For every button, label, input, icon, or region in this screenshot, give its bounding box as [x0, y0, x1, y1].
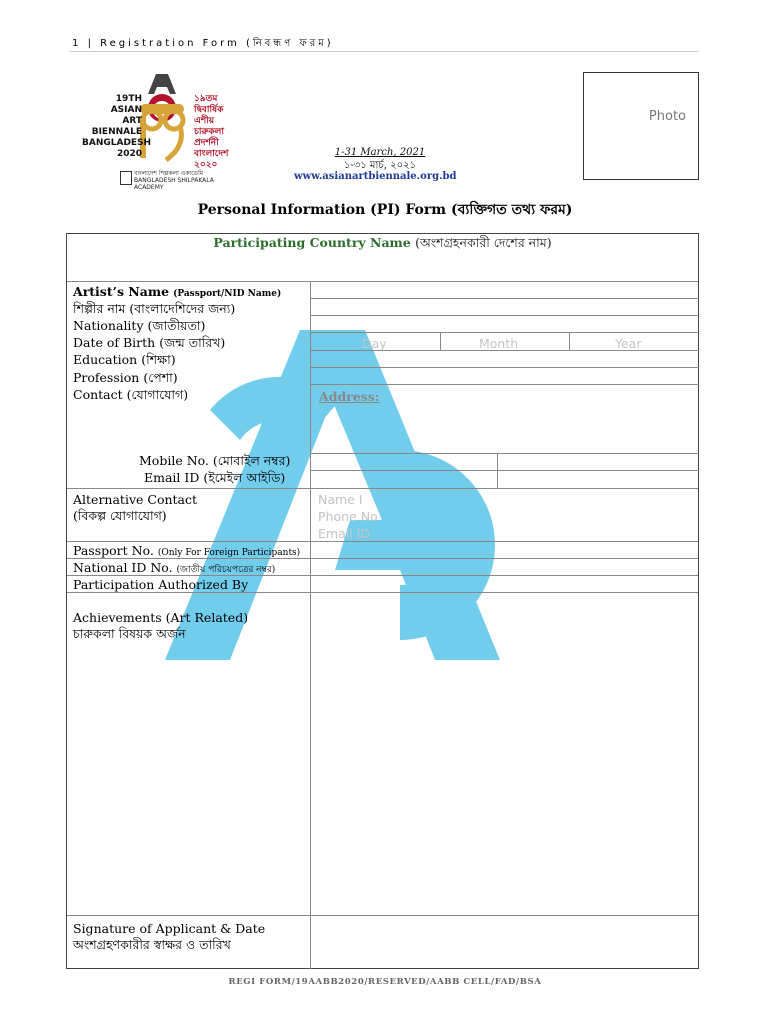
- rule: [67, 541, 698, 542]
- form-title: Personal Information (PI) Form (ব্যক্তিগত তথ্য ফরম): [197, 202, 573, 218]
- dob-day-field[interactable]: Day: [362, 336, 387, 351]
- rule: [310, 298, 699, 299]
- rule: [310, 470, 699, 471]
- page-number: 1: [72, 38, 82, 49]
- rule: [67, 488, 698, 489]
- rule: [67, 592, 698, 593]
- achievements-bn-label: চারুকলা বিষয়ক অর্জন: [73, 626, 186, 641]
- signature-label: Signature of Applicant & Date: [73, 921, 266, 936]
- profession-label: Profession (পেশা): [73, 370, 178, 385]
- alt-email-field[interactable]: Email ID: [318, 526, 370, 541]
- rule: [310, 315, 699, 316]
- nationality-label: Nationality (জাতীয়তা): [73, 318, 206, 333]
- header-rule: [70, 51, 698, 52]
- artist-name-note: (Passport/NID Name): [173, 289, 282, 299]
- header-title: Registration Form (নিবন্ধণ ফরম): [100, 38, 334, 49]
- form-footer-code: REGI FORM/19AABB2020/RESERVED/AABB CELL/FAD/BSA: [228, 977, 542, 987]
- alt-contact-bn-label: (বিকল্প যোগাযোগ): [73, 508, 167, 523]
- country-label: Participating Country Name: [213, 235, 411, 250]
- rule: [310, 367, 699, 368]
- website-link[interactable]: www.asianartbiennale.org.bd: [294, 171, 457, 182]
- signature-bn-label: অংশগ্রহণকারীর স্বাক্ষর ও তারিখ: [73, 937, 231, 952]
- academy-name-bn: বাংলাদেশ শিল্পকলা একাডেমি: [134, 170, 204, 177]
- rule: [67, 558, 698, 559]
- dob-label: Date of Birth (জন্ম তারিখ): [73, 335, 226, 350]
- mobile-label: Mobile No. (মোবাইল নম্বর): [139, 453, 291, 468]
- email-label: Email ID (ইমেইল আইডি): [144, 470, 286, 485]
- academy-name: [134, 170, 242, 191]
- authorized-label: Participation Authorized By: [73, 577, 249, 592]
- alt-phone-field[interactable]: Phone No: [318, 509, 378, 524]
- page-separator: |: [87, 38, 94, 49]
- biennale-logo: [82, 68, 242, 191]
- rule: [67, 915, 698, 916]
- rule: [310, 453, 699, 454]
- rule: [67, 281, 698, 282]
- passport-note: (Only For Foreign Participants): [157, 548, 301, 558]
- nid-text: National ID No.: [73, 560, 173, 575]
- achievements-label: Achievements (Art Related): [73, 610, 249, 625]
- academy-emblem-icon: [120, 171, 132, 185]
- event-dates-bn: ১-৩১ মার্চ, ২০২১: [343, 160, 417, 171]
- dob-month-field[interactable]: Month: [479, 336, 519, 351]
- dob-divider: [569, 332, 570, 350]
- contact-label: Contact (যোগাযোগ): [73, 387, 189, 402]
- alt-contact-label: Alternative Contact: [73, 492, 198, 507]
- rule: [67, 575, 698, 576]
- artist-name-label: [73, 284, 281, 299]
- rule: [310, 384, 699, 385]
- address-label: Address:: [319, 389, 380, 404]
- alt-name-field[interactable]: Name I: [318, 492, 363, 507]
- event-dates-en: 1-31 March, 2021: [334, 147, 426, 158]
- personal-info-form: [66, 233, 699, 969]
- artist-name-text: Artist’s Name: [73, 284, 170, 299]
- passport-label: [73, 543, 300, 558]
- academy-name-en: BANGLADESH SHILPAKALA ACADEMY: [134, 177, 214, 191]
- education-label: Education (শিক্ষা): [73, 352, 176, 367]
- dob-year-field[interactable]: Year: [615, 336, 642, 351]
- photo-label: Photo: [648, 109, 686, 124]
- mobile-divider: [497, 453, 498, 488]
- photo-box[interactable]: [583, 72, 699, 180]
- country-name-row: [67, 234, 698, 251]
- rule: [310, 332, 699, 333]
- logo-title-bn: ১৯তম দ্বিবার্ষিক এশীয় চারুকলা প্রদর্শনী বাংলাদেশ ২০২০: [194, 94, 229, 170]
- country-label-bn: (অংশগ্রহনকারী দেশের নাম): [415, 235, 552, 250]
- logo-title-en: 19TH ASIAN ART BIENNALE BANGLADESH 2020: [82, 94, 152, 159]
- artist-name-bn-label: শিল্পীর নাম (বাংলাদেশিদের জন্য): [73, 301, 236, 316]
- dob-divider: [440, 332, 441, 350]
- nid-note: (জাতীয় পরিচয়পত্রের নম্বর): [176, 565, 276, 575]
- passport-text: Passport No.: [73, 543, 154, 558]
